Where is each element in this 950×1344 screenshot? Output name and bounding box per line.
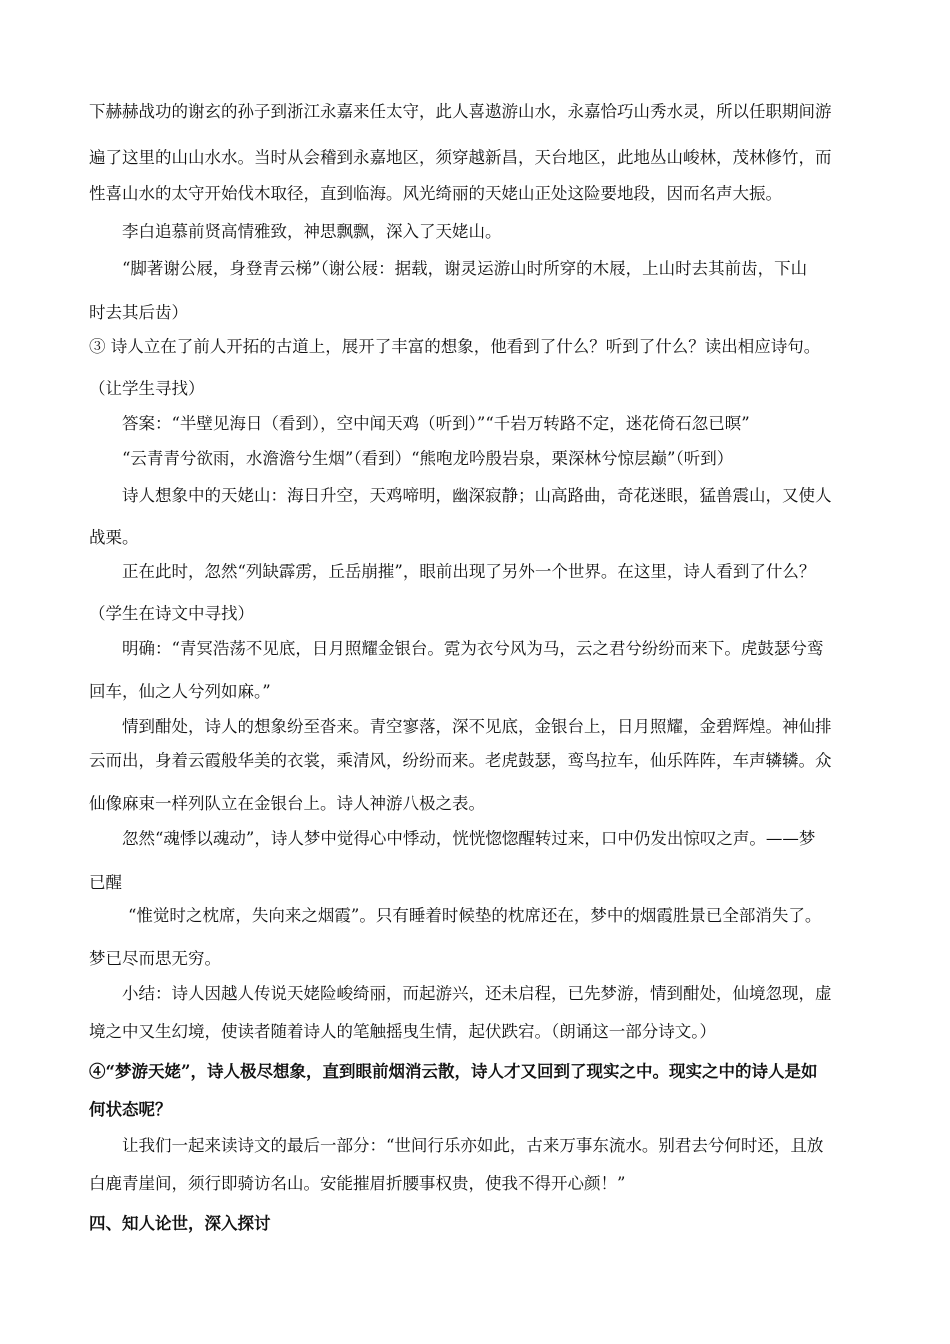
text-line: 境之中又生幻境，使读者随着诗人的笔触摇曳生情，起伏跌宕。（朗诵这一部分诗文。） (89, 1022, 716, 1041)
question-4: ④“梦游天姥”，诗人极尽想象，直到眼前烟消云散，诗人才又回到了现实之中。现实之中的诗人是如 (89, 1062, 818, 1081)
text-line: 白鹿青崖间，须行即骑访名山。安能摧眉折腰事权贵，使我不得开心颜！” (89, 1174, 626, 1193)
text-line: 仙像麻束一样列队立在金银台上。诗人神游八极之表。 (89, 794, 485, 813)
answer-line: 答案：“半壁见海日（看到），空中闻天鸡（听到）”“千岩万转路不定，迷花倚石忽已暝” (122, 414, 750, 433)
text-line: “惟觉时之枕席，失向来之烟霞”。只有睡着时候垫的枕席还在，梦中的烟霞胜景已全部消失了。 (128, 906, 822, 925)
text-line: 已醒 (89, 873, 122, 892)
text-line: 忽然“魂悸以魂动”，诗人梦中觉得心中悸动，恍恍惚惚醒转过来，口中仍发出惊叹之声。——梦 (122, 829, 816, 848)
text-line: 性喜山水的太守开始伐木取径，直到临海。风光绮丽的天姥山正处这险要地段，因而名声大振。 (89, 184, 782, 203)
text-line: 时去其后齿） (89, 303, 188, 322)
text-line: “脚著谢公屐，身登青云梯”（谢公屐：据载，谢灵运游山时所穿的木屐，上山时去其前齿，下山 (122, 259, 808, 278)
text-line: “云青青兮欲雨，水澹澹兮生烟”（看到）“熊咆龙吟殷岩泉，栗深林兮惊层巅”（听到） (122, 449, 734, 468)
text-line: 遍了这里的山山水水。当时从会稽到永嘉地区，须穿越新昌，天台地区，此地丛山峻林，茂林修竹，而 (89, 148, 832, 167)
text-line: 回车，仙之人兮列如麻。” (89, 682, 271, 701)
text-line: 何状态呢？ (89, 1100, 172, 1119)
text-line: 诗人想象中的天姥山：海日升空，天鸡啼明，幽深寂静；山高路曲，奇花迷眼，猛兽震山，又使人 (122, 486, 832, 505)
question-3: ③ 诗人立在了前人开拓的古道上，展开了丰富的想象，他看到了什么？听到了什么？读出相应诗句。 (89, 337, 821, 356)
text-line: 明确：“青冥浩荡不见底，日月照耀金银台。霓为衣兮风为马，云之君兮纷纷而来下。虎鼓瑟兮鸾 (122, 639, 824, 658)
text-line: 下赫赫战功的谢玄的孙子到浙江永嘉来任太守，此人喜遨游山水，永嘉恰巧山秀水灵，所以任职期间游 (89, 102, 832, 121)
text-line: 云而出，身着云霞般华美的衣裳，乘清风，纷纷而来。老虎鼓瑟，鸾鸟拉车，仙乐阵阵，车声辚辚。众 (89, 751, 832, 770)
text-line: 正在此时，忽然“列缺霹雳，丘岳崩摧”，眼前出现了另外一个世界。在这里，诗人看到了什么？ (122, 562, 816, 581)
text-line: 情到酣处，诗人的想象纷至沓来。青空寥落，深不见底，金银台上，日月照耀，金碧辉煌。神仙排 (122, 717, 832, 736)
text-line: 李白追慕前贤高情雅致，神思飘飘，深入了天姥山。 (122, 222, 502, 241)
text-line: （学生在诗文中寻找） (89, 604, 254, 623)
text-line: 战栗。 (89, 528, 139, 547)
section-heading: 四、知人论世，深入探讨 (89, 1214, 271, 1233)
text-line: 让我们一起来读诗文的最后一部分：“世间行乐亦如此，古来万事东流水。别君去兮何时还，且放 (122, 1136, 824, 1155)
text-line: （让学生寻找） (89, 379, 205, 398)
summary-line: 小结：诗人因越人传说天姥险峻绮丽，而起游兴，还未启程，已先梦游，情到酣处，仙境忽现，虚 (122, 984, 832, 1003)
text-line: 梦已尽而思无穷。 (89, 949, 221, 968)
